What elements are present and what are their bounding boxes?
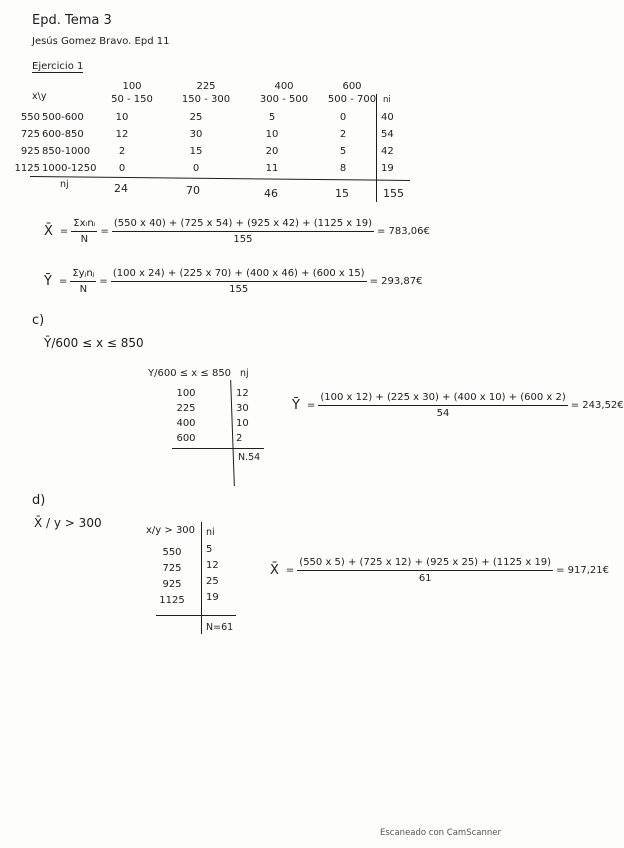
y-column-2-header bbox=[176, 82, 236, 105]
part-d-table-divider bbox=[201, 522, 202, 634]
part-d-freqs bbox=[206, 545, 219, 603]
cells-column-1 bbox=[112, 113, 132, 174]
x-value: 550 bbox=[162, 547, 182, 558]
part-c-numerator: (100 x 12) + (225 x 30) + (400 x 10) + (600 x 2) bbox=[318, 392, 567, 406]
table-corner-label: x\y bbox=[32, 91, 47, 102]
part-c-total: N.54 bbox=[238, 452, 261, 463]
mean-x-numerator: (550 x 40) + (725 x 54) + (925 x 42) + (1125 x 19) bbox=[112, 218, 374, 232]
part-d-equation: X̄ = $\frac{(550 x 5) + (725 x 12) + (925 x 25) + (1125 x 19)}{61}$ = 917,21€ bbox=[270, 557, 609, 584]
part-c-label: c) bbox=[32, 313, 45, 328]
row-totals-column bbox=[381, 113, 394, 174]
formula-denominator: N bbox=[79, 284, 88, 295]
frequency: 19 bbox=[206, 592, 219, 603]
part-c-freqs bbox=[236, 389, 249, 444]
x-value: 1125 bbox=[159, 595, 185, 606]
formula-denominator: N bbox=[80, 234, 89, 245]
table-cell: 2 bbox=[118, 146, 126, 157]
part-c-table-header: Y/600 ≤ x ≤ 850 bbox=[148, 368, 232, 379]
part-c-result: = 243,52€ bbox=[570, 400, 624, 411]
y-interval: 150 - 300 bbox=[181, 94, 231, 105]
table-cell: 5 bbox=[339, 146, 347, 157]
mean-y-symbol: Ȳ bbox=[44, 274, 52, 289]
table-cell: 5 bbox=[268, 112, 276, 123]
x-mark: 925 bbox=[20, 146, 40, 157]
y-mark: 100 bbox=[122, 81, 142, 92]
table-cell: 2 bbox=[339, 129, 347, 140]
frequency: 30 bbox=[236, 403, 249, 414]
table-cell: 20 bbox=[265, 146, 279, 157]
mean-y-denominator: 155 bbox=[229, 284, 249, 295]
mean-x-equation: X̄ = $\frac{\text{Σxᵢnᵢ}}{N}$ = $\frac{(550 x 40) + (725 x 54) + (925 x 42) + (1125 x 19)}{155}$ = 783,06€ bbox=[44, 218, 430, 245]
document-title: Epd. Tema 3 bbox=[32, 13, 112, 28]
y-value: 400 bbox=[176, 418, 196, 429]
y-interval: 50 - 150 bbox=[111, 94, 153, 105]
part-c-condition: Ȳ/600 ≤ x ≤ 850 bbox=[44, 336, 144, 350]
frequency: 2 bbox=[236, 433, 243, 444]
part-c-values bbox=[172, 389, 200, 444]
table-cell: 25 bbox=[189, 112, 203, 123]
y-interval: 300 - 500 bbox=[259, 94, 309, 105]
frequency: 5 bbox=[206, 544, 213, 555]
part-d-ni-header: ni bbox=[206, 527, 215, 538]
mean-y-equation: Ȳ = $\frac{\text{Σyⱼnⱼ}}{N}$ = $\frac{(100 x 24) + (225 x 70) + (400 x 46) + (600 x 15)}{155}$ = 293,87€ bbox=[44, 268, 423, 295]
x-interval: 600-850 bbox=[42, 129, 84, 140]
part-c-table-divider bbox=[230, 380, 235, 486]
y-interval: 500 - 700 bbox=[327, 94, 377, 105]
part-d-condition: X̄ / y > 300 bbox=[34, 516, 102, 530]
part-d-symbol: X̄ bbox=[270, 563, 279, 578]
part-c-table-bottom bbox=[172, 448, 264, 449]
row-total: 40 bbox=[381, 112, 394, 123]
mean-x-formula bbox=[71, 218, 97, 245]
table-cell: 10 bbox=[265, 129, 279, 140]
table-cell: 11 bbox=[265, 163, 279, 174]
grand-total: 155 bbox=[383, 187, 404, 200]
x-interval: 500-600 bbox=[42, 112, 84, 123]
mean-x-symbol: X̄ bbox=[44, 224, 53, 239]
formula-numerator: Σxᵢnᵢ bbox=[71, 218, 97, 232]
y-value: 100 bbox=[176, 388, 196, 399]
x-value: 725 bbox=[162, 563, 182, 574]
x-mark: 550 bbox=[20, 112, 40, 123]
y-mark: 400 bbox=[274, 81, 294, 92]
y-column-1-header bbox=[108, 82, 156, 105]
part-c-denominator: 54 bbox=[436, 408, 450, 419]
x-value: 925 bbox=[162, 579, 182, 590]
y-value: 225 bbox=[176, 403, 196, 414]
x-mark: 725 bbox=[20, 129, 40, 140]
cells-column-3 bbox=[262, 113, 282, 174]
row-total: 19 bbox=[381, 163, 394, 174]
part-d-label: d) bbox=[32, 493, 46, 508]
y-column-3-header bbox=[254, 82, 314, 105]
x-interval: 850-1000 bbox=[42, 146, 91, 157]
col-total-1: 24 bbox=[114, 182, 128, 195]
table-cell: 0 bbox=[192, 163, 200, 174]
formula-numerator: Σyⱼnⱼ bbox=[70, 268, 96, 282]
row-intervals-column bbox=[42, 113, 97, 174]
x-interval: 1000-1250 bbox=[42, 163, 97, 174]
part-c-nj-header: nj bbox=[240, 368, 249, 379]
frequency: 10 bbox=[236, 418, 249, 429]
mean-y-result: = 293,87€ bbox=[369, 276, 423, 287]
ni-header: ni bbox=[383, 95, 391, 105]
col-total-3: 46 bbox=[264, 187, 278, 200]
y-mark: 225 bbox=[196, 81, 216, 92]
y-value: 600 bbox=[176, 433, 196, 444]
part-d-values bbox=[158, 548, 186, 606]
part-d-numerator: (550 x 5) + (725 x 12) + (925 x 25) + (1125 x 19) bbox=[297, 557, 553, 571]
frequency: 25 bbox=[206, 576, 219, 587]
mean-x-result: = 783,06€ bbox=[376, 226, 430, 237]
frequency: 12 bbox=[206, 560, 219, 571]
col-total-2: 70 bbox=[186, 184, 200, 197]
y-mark: 600 bbox=[342, 81, 362, 92]
part-d-denominator: 61 bbox=[418, 573, 432, 584]
part-d-result: = 917,21€ bbox=[556, 565, 609, 576]
y-column-4-header bbox=[322, 82, 382, 105]
table-cell: 30 bbox=[189, 129, 203, 140]
col-total-4: 15 bbox=[335, 187, 349, 200]
author-line: Jesús Gomez Bravo. Epd 11 bbox=[32, 36, 170, 47]
mean-y-formula bbox=[70, 268, 96, 295]
part-c-symbol: Ȳ bbox=[292, 398, 300, 413]
table-vertical-divider bbox=[376, 94, 377, 202]
table-cell: 15 bbox=[189, 146, 203, 157]
exercise-title: Ejercicio 1 bbox=[32, 61, 84, 72]
table-cell: 8 bbox=[339, 163, 347, 174]
part-c-fraction bbox=[318, 392, 567, 419]
mean-x-fraction bbox=[112, 218, 374, 245]
row-marks-column bbox=[14, 112, 40, 174]
table-cell: 0 bbox=[339, 112, 347, 123]
frequency: 12 bbox=[236, 388, 249, 399]
mean-x-denominator: 155 bbox=[233, 234, 253, 245]
part-d-table-bottom bbox=[156, 615, 236, 616]
part-d-fraction bbox=[297, 557, 553, 584]
cells-column-2 bbox=[186, 113, 206, 174]
row-total: 42 bbox=[381, 146, 394, 157]
cells-column-4 bbox=[333, 113, 353, 174]
part-d-total: N=61 bbox=[206, 622, 234, 633]
x-mark: 1125 bbox=[14, 163, 40, 174]
mean-y-fraction bbox=[111, 268, 367, 295]
part-d-table-header: x/y > 300 bbox=[146, 525, 196, 536]
table-cell: 0 bbox=[118, 163, 126, 174]
table-bottom-line bbox=[30, 176, 410, 181]
mean-y-numerator: (100 x 24) + (225 x 70) + (400 x 46) + (600 x 15) bbox=[111, 268, 367, 282]
part-c-equation: Ȳ = $\frac{(100 x 12) + (225 x 30) + (400 x 10) + (600 x 2)}{54}$ = 243,52€ bbox=[292, 392, 624, 419]
nj-label: nj bbox=[60, 179, 69, 190]
row-total: 54 bbox=[381, 129, 394, 140]
table-cell: 12 bbox=[115, 129, 129, 140]
scanner-watermark: Escaneado con CamScanner bbox=[380, 828, 501, 838]
table-cell: 10 bbox=[115, 112, 129, 123]
